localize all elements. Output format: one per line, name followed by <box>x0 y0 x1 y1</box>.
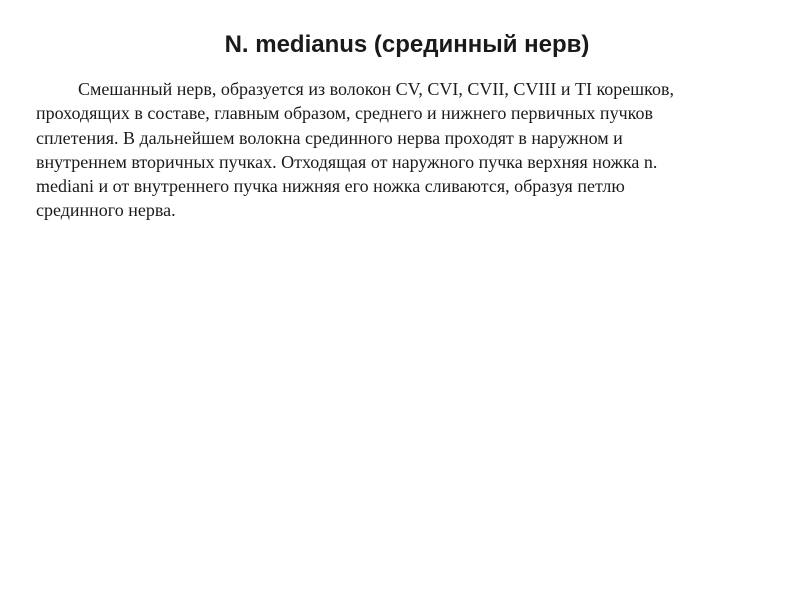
paragraph-line: внутреннем вторичных пучках. Отходящая от наружного пучка верхняя ножка n. <box>36 151 658 172</box>
paragraph-line: проходящих в составе, главным образом, среднего и нижнего первичных пучков <box>36 103 653 124</box>
paragraph-line: сплетения. В дальнейшем волокна срединного нерва проходят в наружном и <box>36 127 623 148</box>
slide-title: N. medianus (срединный нерв) <box>224 31 590 58</box>
paragraph-line: mediani и от внутреннего пучка нижняя его ножка сливаются, образуя петлю <box>36 176 625 197</box>
paragraph-line: Смешанный нерв, образуется из волокон CV, CVI, CVII, CVIII и TI корешков, <box>78 79 674 99</box>
body-paragraph <box>36 77 748 223</box>
paragraph-line: срединного нерва. <box>36 200 176 221</box>
